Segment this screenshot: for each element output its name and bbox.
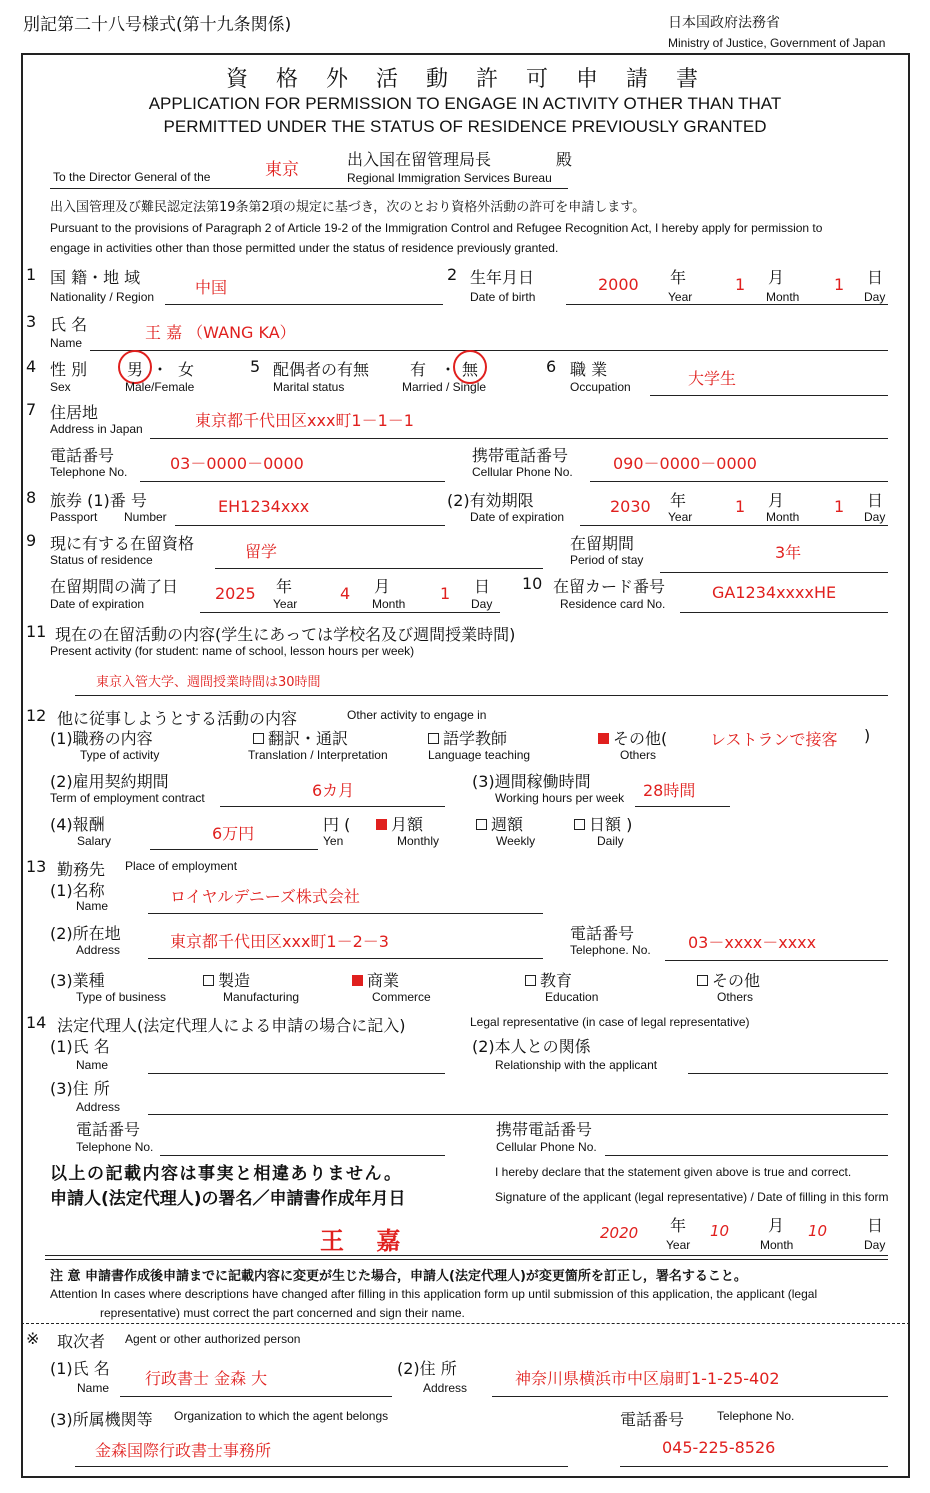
- f8-jp: 旅券 (1)番 号: [50, 491, 147, 510]
- title-en-2: PERMITTED UNDER THE STATUS OF RESIDENCE PREVIOUSLY GRANTED: [163, 117, 767, 136]
- f13-e-en: Education: [545, 990, 599, 1004]
- dob-month: 1: [735, 275, 746, 294]
- agent-mark: ※: [26, 1329, 40, 1348]
- occupation-value: 大学生: [688, 369, 737, 388]
- nationality-value: 中国: [195, 278, 228, 297]
- f3-no: 3: [26, 312, 37, 331]
- f2-month-jp: 月: [768, 268, 785, 287]
- checkbox[interactable]: [697, 975, 708, 986]
- ministry-en: Ministry of Justice, Government of Japan: [668, 36, 886, 50]
- single-selected-circle: [453, 350, 487, 384]
- f12-jp: 他に従事しようとする活動の内容: [57, 709, 298, 728]
- declaration-en1: I hereby declare that the statement given above is true and correct.: [495, 1165, 852, 1179]
- ministry-jp: 日本国政府法務省: [668, 15, 780, 31]
- f2-jp: 生年月日: [470, 268, 535, 287]
- residence-exp-day: 1: [440, 584, 451, 603]
- residence-exp-month: 4: [340, 584, 351, 603]
- f12-weekly-en: Weekly: [496, 834, 536, 848]
- f9-exp-en: Date of expiration: [50, 597, 145, 611]
- signed-month: 10: [710, 1222, 730, 1240]
- passport-number: EH1234xxx: [218, 497, 310, 516]
- checkbox-daily[interactable]: [574, 819, 585, 830]
- f14-en: Legal representative (in case of legal representative): [470, 1015, 750, 1029]
- f12-term-en: Term of employment contract: [50, 791, 205, 805]
- agent-addr-jp: (2)住 所: [397, 1359, 457, 1378]
- business-manufacturing-option[interactable]: [203, 968, 250, 991]
- f13-addr-en: Address: [76, 943, 121, 957]
- f7-tel-en: Telephone No.: [50, 465, 128, 479]
- signature-label-jp: 申請人(法定代理人)の署名／申請書作成年月日: [50, 1189, 406, 1209]
- f12-daily-en: Daily: [597, 834, 624, 848]
- f13-addr-jp: (2)所在地: [50, 924, 121, 943]
- f2-day-jp: 日: [474, 577, 491, 596]
- f5-yes: 有: [410, 360, 427, 379]
- f12-monthly-jp: 月額: [391, 815, 424, 834]
- bureau-en: Regional Immigration Services Bureau: [347, 171, 552, 185]
- f14-cell-en: Cellular Phone No.: [496, 1140, 597, 1154]
- salary-value: 6万円: [212, 824, 255, 843]
- f12-salary-en: Salary: [77, 834, 112, 848]
- f14-cell-jp: 携帯電話番号: [496, 1120, 593, 1139]
- f12-en: Other activity to engage in: [347, 708, 487, 722]
- agent-org-jp: (3)所属機関等: [50, 1410, 153, 1429]
- f10-jp: 在留カード番号: [553, 577, 666, 596]
- f13-tel-jp: 電話番号: [570, 924, 635, 943]
- f2-month-jp: 月: [374, 577, 391, 596]
- checkbox[interactable]: [203, 975, 214, 986]
- f12-monthly-en: Monthly: [397, 834, 440, 848]
- f13-c-en: Commerce: [372, 990, 431, 1004]
- f7-tel-jp: 電話番号: [50, 446, 115, 465]
- employer-telephone: 03－xxxx－xxxx: [688, 933, 817, 952]
- f9-exp-jp: 在留期間の満了日: [50, 577, 179, 596]
- signed-day: 10: [808, 1222, 828, 1240]
- underline: [150, 849, 318, 850]
- attention-en2: representative) must correct the part concerned and sign their name.: [100, 1306, 465, 1320]
- f12-yen-en: Yen: [323, 834, 344, 848]
- f13-name-en: Name: [76, 899, 109, 913]
- f4-dot: ・: [152, 360, 169, 379]
- underline: [635, 806, 730, 807]
- agent-addr-en: Address: [423, 1381, 468, 1395]
- f12-type-en: Type of activity: [80, 748, 160, 762]
- agent-name: 行政書士 金森 大: [145, 1369, 268, 1388]
- underline: [580, 525, 888, 526]
- f2-month-en: Month: [766, 510, 800, 524]
- passport-exp-year: 2030: [610, 497, 651, 516]
- checkbox-weekly[interactable]: [476, 819, 487, 830]
- checkbox-translation[interactable]: [253, 733, 264, 744]
- title-en-1: APPLICATION FOR PERMISSION TO ENGAGE IN ACTIVITY OTHER THAN THAT: [148, 94, 782, 113]
- f7-no: 7: [26, 400, 37, 419]
- signed-year: 2020: [600, 1224, 639, 1242]
- underline: [492, 1396, 888, 1397]
- f12-hours-jp: (3)週間稼働時間: [472, 772, 591, 791]
- f11-no: 11: [26, 622, 47, 641]
- present-activity-value: 東京入管大学、週間授業時間は30時間: [96, 675, 321, 690]
- f11-en: Present activity (for student: name of school, lesson hours per week): [50, 644, 415, 658]
- f6-en: Occupation: [570, 380, 631, 394]
- f13-e-jp: 教育: [540, 971, 573, 990]
- underline: [620, 1466, 888, 1467]
- f2-month-en: Month: [766, 290, 800, 304]
- f10-no: 10: [522, 574, 543, 593]
- f12-opt1-en: Translation / Interpretation: [248, 748, 388, 762]
- f2-day-jp: 日: [867, 1216, 884, 1235]
- f2-month-en: Month: [372, 597, 406, 611]
- underline: [650, 395, 888, 396]
- salary-daily-option[interactable]: [574, 812, 632, 835]
- addressee-label: To the Director General of the: [53, 170, 211, 184]
- f2-day-en: Day: [864, 510, 886, 524]
- underline: [148, 913, 543, 914]
- bureau-city: 東京: [265, 160, 299, 180]
- f14-name-jp: (1)氏 名: [50, 1037, 110, 1056]
- f9-period-jp: 在留期間: [570, 534, 635, 553]
- agent-telephone: 045-225-8526: [662, 1438, 776, 1457]
- f13-m-jp: 製造: [218, 971, 251, 990]
- intro-jp: 出入国管理及び難民認定法第19条第2項の規定に基づき，次のとおり資格外活動の許可を申請します。: [50, 200, 646, 215]
- male-selected-circle: [118, 350, 152, 384]
- declaration-jp: 以上の記載内容は事実と相違ありません。: [50, 1164, 403, 1184]
- f12-salary-jp: (4)報酬: [50, 815, 105, 834]
- f8-en2: Number: [124, 510, 167, 524]
- hours-value: 28時間: [643, 781, 696, 800]
- f8-en: Passport: [50, 510, 98, 524]
- f4-no: 4: [26, 357, 37, 376]
- underline: [148, 1114, 888, 1115]
- f13-biz-en: Type of business: [76, 990, 167, 1004]
- f13-c-jp: 商業: [367, 971, 400, 990]
- passport-exp-month: 1: [735, 497, 746, 516]
- f2-en: Date of birth: [470, 290, 536, 304]
- f2-year-en: Year: [668, 510, 693, 524]
- underline: [148, 958, 543, 959]
- f4-male: 男: [127, 360, 144, 379]
- telephone-value: 03－0000－0000: [170, 454, 304, 473]
- header-article: (第十九条関係): [176, 15, 292, 35]
- underline: [45, 1255, 888, 1256]
- honorific: 殿: [556, 150, 573, 169]
- underline: [90, 350, 888, 351]
- dob-year: 2000: [598, 275, 639, 294]
- underline: [75, 695, 888, 696]
- applicant-name: 王 嘉 （WANG KA）: [145, 323, 296, 342]
- underline: [590, 481, 888, 482]
- salary-weekly-option[interactable]: [476, 812, 523, 835]
- f12-no: 12: [26, 706, 47, 725]
- f2-year-jp: 年: [276, 577, 293, 596]
- agent-tel-jp: 電話番号: [620, 1410, 685, 1429]
- underline: [605, 1155, 888, 1156]
- form-number: [23, 10, 291, 35]
- f2-year-en: Year: [668, 290, 693, 304]
- f3-jp: 氏 名: [50, 315, 88, 334]
- f2-year-en: Year: [666, 1238, 691, 1252]
- checkbox-others-checked[interactable]: [598, 733, 609, 744]
- f12-opt1-jp: 翻訳・通訳: [268, 729, 349, 748]
- agent-org-en: Organization to which the agent belongs: [174, 1409, 389, 1423]
- f14-no: 14: [26, 1013, 47, 1032]
- agent-en: Agent or other authorized person: [125, 1332, 301, 1346]
- f12-daily-jp: 日額 ): [589, 815, 633, 834]
- f6-no: 6: [546, 357, 557, 376]
- f12-hours-en: Working hours per week: [495, 791, 625, 805]
- f4-en: Sex: [50, 380, 71, 394]
- f9-en: Status of residence: [50, 553, 153, 567]
- f12-close: ): [864, 726, 871, 745]
- f7-en: Address in Japan: [50, 422, 143, 436]
- underline: [566, 304, 888, 305]
- f2-day-en: Day: [864, 290, 886, 304]
- f3-en: Name: [50, 336, 83, 350]
- checkbox[interactable]: [525, 975, 536, 986]
- agent-organization: 金森国際行政書士事務所: [95, 1441, 272, 1460]
- f13-en: Place of employment: [125, 859, 238, 873]
- f13-jp: 勤務先: [57, 860, 106, 879]
- header-form-no: 別記第二十八号様式: [23, 15, 176, 35]
- attention-jp: 注 意 申請書作成後申請までに記載内容に変更が生じた場合，申請人(法定代理人)が変更箇所を訂正し，署名すること。: [50, 1269, 747, 1284]
- period-value: 3年: [775, 543, 802, 562]
- f2-year-en: Year: [273, 597, 298, 611]
- agent-name-jp: (1)氏 名: [50, 1359, 110, 1378]
- f2-month-jp: 月: [768, 491, 785, 510]
- underline: [148, 1073, 445, 1074]
- f12-opt2-en: Language teaching: [428, 748, 531, 762]
- f7-cell-en: Cellular Phone No.: [472, 465, 573, 479]
- f8-no: 8: [26, 488, 37, 507]
- underline: [220, 806, 445, 807]
- checkbox-monthly-checked[interactable]: [376, 819, 387, 830]
- address-value: 東京都千代田区xxx町1－1－1: [195, 411, 414, 430]
- underline: [120, 1396, 392, 1397]
- agent-name-en: Name: [77, 1381, 110, 1395]
- f2-year-jp: 年: [670, 1216, 687, 1235]
- activity-translation-option[interactable]: [253, 726, 348, 749]
- underline: [75, 1466, 568, 1467]
- checkbox-checked[interactable]: [352, 975, 363, 986]
- underline: [140, 481, 445, 482]
- agent-address: 神奈川県横浜市中区扇町1-1-25-402: [515, 1369, 780, 1388]
- f12-opt3-en: Others: [620, 748, 657, 762]
- f12-opt2-jp: 語学教師: [443, 729, 508, 748]
- checkbox-language[interactable]: [428, 733, 439, 744]
- passport-exp-day: 1: [834, 497, 845, 516]
- f5-jp: 配偶者の有無: [273, 360, 370, 379]
- underline: [45, 1259, 888, 1260]
- f6-jp: 職 業: [570, 360, 608, 379]
- employer-address: 東京都千代田区xxx町1－2－3: [170, 932, 389, 951]
- intro-en-1: Pursuant to the provisions of Paragraph 2 of Article 19-2 of the Immigration Control and Refugee Recognition Act, I hereby apply for permission to: [50, 221, 823, 235]
- f5-dot: ・: [440, 360, 457, 379]
- f7-jp: 住居地: [50, 403, 99, 422]
- f14-addr-jp: (3)住 所: [50, 1079, 110, 1098]
- f2-year-jp: 年: [670, 491, 687, 510]
- underline: [660, 572, 888, 573]
- f2-day-en: Day: [471, 597, 493, 611]
- f13-o-jp: その他: [712, 971, 761, 990]
- f2-month-en: Month: [760, 1238, 794, 1252]
- underline: [200, 612, 500, 613]
- declaration-en2: Signature of the applicant (legal representative) / Date of filling in this form: [495, 1190, 889, 1204]
- f9-jp: 現に有する在留資格: [50, 534, 195, 553]
- underline: [160, 1155, 445, 1156]
- f2-day-jp: 日: [867, 268, 884, 287]
- business-commerce-option[interactable]: [352, 968, 399, 991]
- f14-rel-jp: (2)本人との関係: [472, 1037, 591, 1056]
- f13-o-en: Others: [717, 990, 754, 1004]
- term-value: 6カ月: [312, 781, 355, 800]
- f1-jp: 国 籍・地 域: [50, 268, 141, 287]
- f13-no: 13: [26, 857, 47, 876]
- underline: [215, 568, 543, 569]
- underline: [665, 960, 888, 961]
- f2-day-jp: 日: [867, 491, 884, 510]
- f12-term-jp: (2)雇用契約期間: [50, 772, 169, 791]
- status-value: 留学: [245, 542, 278, 561]
- f14-name-en: Name: [76, 1058, 109, 1072]
- activity-language-option[interactable]: [428, 726, 507, 749]
- f12-type-jp: (1)職務の内容: [50, 729, 153, 748]
- business-others-option[interactable]: [697, 968, 760, 991]
- f13-biz-jp: (3)業種: [50, 971, 105, 990]
- f2-year-jp: 年: [670, 268, 687, 287]
- underline: [680, 612, 888, 613]
- f2-day-en: Day: [864, 1238, 886, 1252]
- f14-jp: 法定代理人(法定代理人による申請の場合に記入): [57, 1016, 406, 1035]
- salary-monthly-option[interactable]: [376, 812, 423, 835]
- f12-opt3-jp: その他(: [613, 729, 668, 748]
- f14-tel-jp: 電話番号: [76, 1120, 141, 1139]
- f8-exp-en: Date of expiration: [470, 510, 565, 524]
- f11-jp: 現在の在留活動の内容(学生にあっては学校名及び週間授業時間): [55, 625, 516, 644]
- attention-en1: Attention In cases where descriptions have changed after filling in this application form up until submission of this application, the applicant (legal: [50, 1287, 818, 1301]
- activity-others-option[interactable]: [598, 726, 667, 749]
- residence-card-value: GA1234xxxxHE: [712, 583, 837, 602]
- underline: [50, 188, 568, 189]
- agent-jp: 取次者: [57, 1332, 106, 1351]
- underline: [688, 1073, 888, 1074]
- f4-en2: Male/Female: [125, 380, 195, 394]
- f5-no: 5: [250, 357, 261, 376]
- f5-en: Marital status: [273, 380, 345, 394]
- f14-tel-en: Telephone No.: [76, 1140, 154, 1154]
- f10-en: Residence card No.: [560, 597, 666, 611]
- cellphone-value: 090－0000－0000: [613, 454, 757, 473]
- f4-jp: 性 別: [50, 360, 88, 379]
- f5-en2: Married / Single: [402, 380, 487, 394]
- f7-cell-jp: 携帯電話番号: [472, 446, 569, 465]
- f2-month-jp: 月: [768, 1216, 785, 1235]
- page-title: 資格外活動許可申請書: [226, 67, 727, 92]
- f8-exp-jp: (2)有効期限: [447, 491, 534, 510]
- f9-period-en: Period of stay: [570, 553, 644, 567]
- f4-female: 女: [178, 360, 195, 379]
- residence-exp-year: 2025: [215, 584, 256, 603]
- f14-addr-en: Address: [76, 1100, 121, 1114]
- activity-others-value: レストランで接客: [710, 730, 838, 749]
- f13-m-en: Manufacturing: [223, 990, 300, 1004]
- business-education-option[interactable]: [525, 968, 572, 991]
- underline: [165, 304, 443, 305]
- underline: [175, 525, 445, 526]
- underline: [150, 438, 888, 439]
- f2-no: 2: [447, 265, 458, 284]
- f13-name-jp: (1)名称: [50, 881, 105, 900]
- f13-tel-en: Telephone. No.: [570, 943, 651, 957]
- f12-yen-jp: 円 (: [323, 815, 351, 834]
- dashed-divider: [21, 1323, 910, 1324]
- f1-en: Nationality / Region: [50, 290, 155, 304]
- applicant-signature: 王 嘉: [320, 1226, 413, 1255]
- f5-no-opt: 無: [462, 360, 479, 379]
- f9-no: 9: [26, 531, 37, 550]
- f1-no: 1: [26, 265, 37, 284]
- intro-en-2: engage in activities other than those permitted under the status of residence previously granted.: [50, 241, 559, 255]
- agent-tel-en: Telephone No.: [717, 1409, 795, 1423]
- bureau-jp: 出入国在留管理局長: [347, 150, 492, 169]
- f14-rel-en: Relationship with the applicant: [495, 1058, 658, 1072]
- employer-name: ロイヤルデニーズ株式会社: [170, 887, 360, 906]
- f12-weekly-jp: 週額: [491, 815, 524, 834]
- dob-day: 1: [834, 275, 845, 294]
